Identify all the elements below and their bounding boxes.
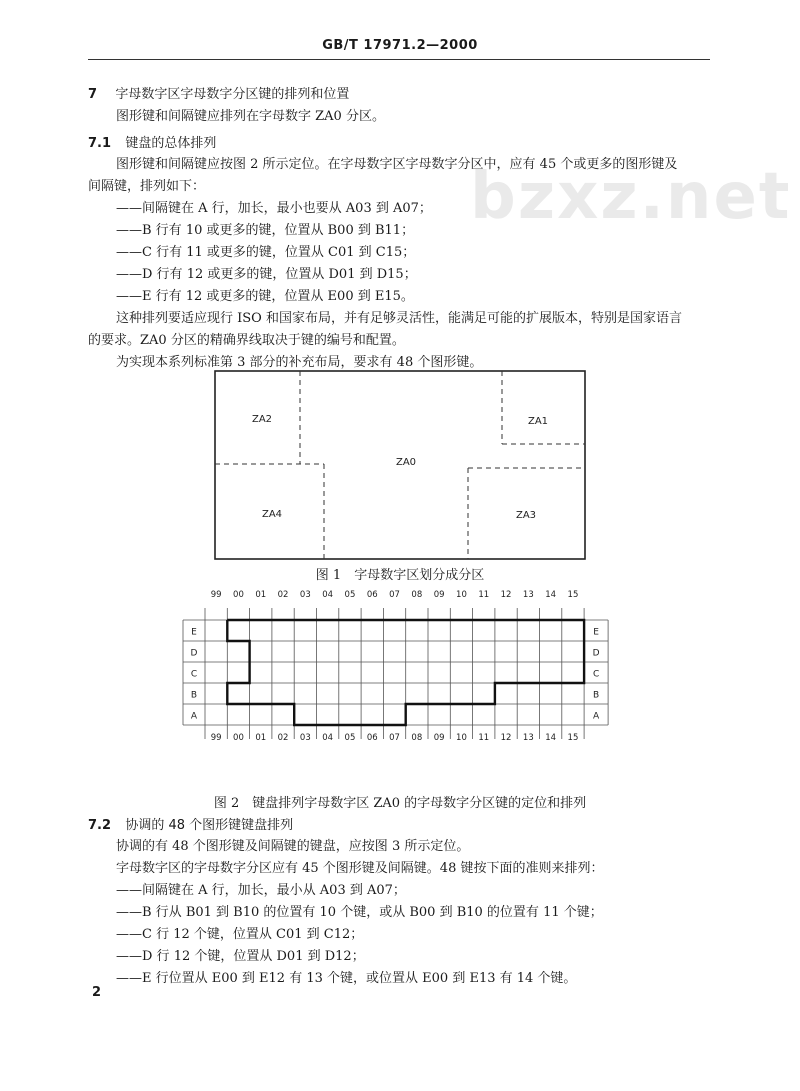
column-label: 14 — [545, 733, 557, 743]
section-7-2-para2: 字母数字区的字母数字分区应有 45 个图形键及间隔键。48 键按下面的准则来排列： — [116, 861, 604, 876]
row-label-left: B — [190, 690, 198, 701]
header-rule — [88, 59, 710, 60]
key-grid — [183, 608, 608, 739]
page-number: 2 — [92, 985, 102, 1000]
section-7-number: 7 — [88, 87, 98, 102]
figure-2-caption: 图 2 键盘排列字母数字区 ZA0 的字母数字分区键的定位和排列 — [213, 796, 587, 811]
column-label: 99 — [210, 590, 222, 600]
column-label: 11 — [478, 733, 490, 743]
column-label: 14 — [545, 590, 557, 600]
column-label: 04 — [322, 733, 334, 743]
list-item: ——C 行有 11 或更多的键，位置从 C01 到 C15； — [116, 245, 416, 260]
list-item: ——间隔键在 A 行，加长，最小从 A03 到 A07； — [116, 883, 406, 898]
column-label: 07 — [389, 733, 400, 743]
column-label: 12 — [500, 733, 512, 743]
section-7-heading — [88, 83, 349, 102]
column-label: 99 — [210, 733, 222, 743]
column-label: 07 — [389, 590, 400, 600]
column-label: 08 — [411, 733, 423, 743]
section-7-1-para3: 为实现本系列标准第 3 部分的补充布局，要求有 48 个图形键。 — [116, 355, 483, 370]
column-label: 06 — [366, 590, 378, 600]
row-label-right: D — [592, 648, 600, 659]
zone-label: ZA1 — [527, 416, 549, 427]
section-7-1-number: 7.1 — [88, 136, 112, 151]
column-label: 09 — [433, 733, 445, 743]
section-7-2-heading — [88, 814, 293, 833]
column-label: 04 — [322, 590, 334, 600]
column-label: 12 — [500, 590, 512, 600]
section-7-2-title: 协调的 48 个图形键键盘排列 — [125, 818, 294, 833]
column-labels-bottom — [211, 733, 579, 743]
column-label: 05 — [344, 590, 356, 600]
section-7-1-para2-line2: 的要求。ZA0 分区的精确界线取决于键的编号和配置。 — [88, 333, 405, 348]
section-7-1-para1-line2: 间隔键，排列如下： — [88, 179, 206, 194]
zone-label: ZA0 — [395, 457, 417, 468]
figure-1-diagram — [214, 370, 586, 560]
column-label: 01 — [255, 590, 267, 600]
column-labels-top — [211, 590, 579, 600]
list-item: ——D 行 12 个键，位置从 D01 到 D12； — [116, 949, 365, 964]
column-label: 15 — [567, 590, 579, 600]
list-item: ——D 行有 12 或更多的键，位置从 D01 到 D15； — [116, 267, 417, 282]
row-labels — [191, 628, 600, 722]
column-label: 09 — [433, 590, 445, 600]
row-label-right: E — [593, 627, 599, 638]
section-7-2-para1: 协调的有 48 个图形键及间隔键的键盘，应按图 3 所示定位。 — [116, 839, 470, 854]
list-item: ——间隔键在 A 行，加长，最小也要从 A03 到 A07； — [116, 201, 432, 216]
row-label-right: B — [593, 690, 600, 701]
column-label: 05 — [344, 733, 356, 743]
column-label: 01 — [255, 733, 267, 743]
column-label: 00 — [233, 733, 244, 743]
list-item: ——B 行从 B01 到 B10 的位置有 10 个键，或从 B00 到 B10 的位置有 11 个键； — [116, 905, 603, 920]
running-header: GB/T 17971.2—2000 — [322, 38, 478, 53]
section-7-1-para2-line1: 这种排列要适应现行 ISO 和国家布局，并有足够灵活性，能满足可能的扩展版本，特别是国家语言 — [116, 311, 682, 326]
column-label: 11 — [478, 590, 490, 600]
list-item: ——C 行 12 个键，位置从 C01 到 C12； — [116, 927, 364, 942]
row-label-left: C — [190, 669, 198, 680]
zone-label: ZA4 — [261, 509, 283, 520]
column-label: 00 — [233, 590, 244, 600]
section-7-title: 字母数字区字母数字分区键的排列和位置 — [115, 87, 350, 102]
column-label: 15 — [567, 733, 579, 743]
section-7-1-heading — [88, 132, 216, 151]
column-label: 03 — [299, 733, 311, 743]
row-label-right: C — [592, 669, 600, 680]
figure-2-diagram — [180, 584, 610, 770]
figure-1-caption: 图 1 字母数字区划分成分区 — [315, 568, 485, 583]
section-7-intro: 图形键和间隔键应排列在字母数字 ZA0 分区。 — [116, 109, 385, 124]
zone-label: ZA2 — [251, 414, 273, 425]
list-item: ——E 行位置从 E00 到 E12 有 13 个键，或位置从 E00 到 E13 有 14 个键。 — [116, 971, 577, 986]
column-label: 06 — [366, 733, 378, 743]
column-label: 02 — [277, 590, 289, 600]
list-item: ——B 行有 10 或更多的键，位置从 B00 到 B11； — [116, 223, 415, 238]
column-label: 03 — [299, 590, 311, 600]
column-label: 02 — [277, 733, 289, 743]
column-label: 13 — [522, 733, 534, 743]
section-7-2-number: 7.2 — [88, 818, 112, 833]
zone-label: ZA3 — [515, 510, 537, 521]
column-label: 10 — [456, 733, 467, 743]
section-7-1-para1-line1: 图形键和间隔键应按图 2 所示定位。在字母数字区字母数字分区中，应有 45 个或更多的图形键及 — [116, 157, 678, 172]
section-7-1-title: 键盘的总体排列 — [125, 136, 217, 151]
row-label-left: D — [190, 648, 198, 659]
list-item: ——E 行有 12 或更多的键，位置从 E00 到 E15。 — [116, 289, 414, 304]
column-label: 13 — [522, 590, 534, 600]
row-label-right: A — [593, 711, 600, 722]
watermark: bzxz.net — [470, 160, 792, 234]
column-label: 10 — [456, 590, 467, 600]
column-label: 08 — [411, 590, 423, 600]
row-label-left: E — [191, 627, 197, 638]
row-label-left: A — [190, 711, 198, 722]
